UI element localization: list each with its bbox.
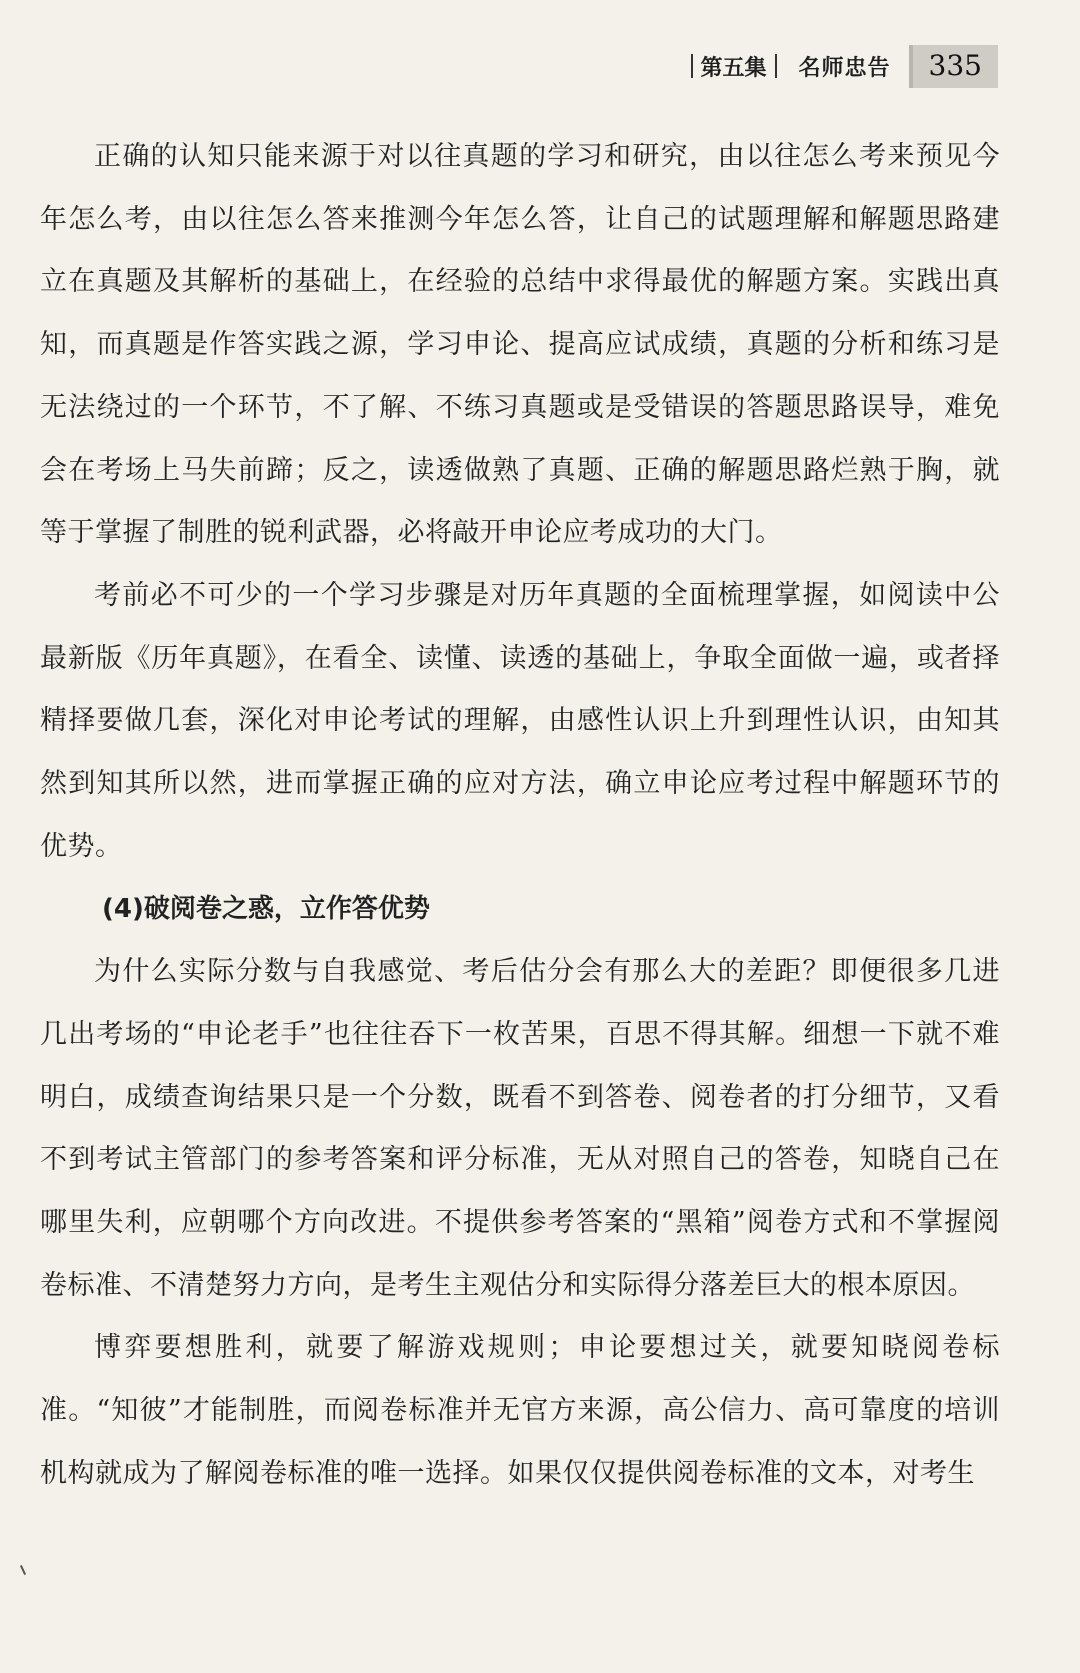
page-body — [40, 126, 1000, 1505]
section-heading: (4)破阅卷之惑，立作答优势 — [102, 894, 430, 925]
paragraph: 考前必不可少的一个学习步骤是对历年真题的全面梳理掌握，如阅读中公最新版《历年真题》，在看全、读懂、读透的基础上，争取全面做一遍，或者择精择要做几套，深化对申论考试的理解，由感性认识上升到理性认识，由知其然到知其所以然，进而掌握正确的应对方法，确立申论应考过程中解题环节的优势。 — [40, 579, 1000, 862]
running-header — [683, 44, 998, 88]
header-divider — [691, 54, 693, 78]
header-divider — [775, 54, 777, 78]
page-number: 335 — [909, 45, 998, 88]
paragraph: 博弈要想胜利，就要了解游戏规则；申论要想过关，就要知晓阅卷标准。“知彼”才能制胜，而阅卷标准并无官方来源，高公信力、高可靠度的培训机构就成为了解阅卷标准的唯一选择。如果仅仅提供阅卷标准的文本，对考生 — [40, 1332, 1000, 1489]
margin-mark — [20, 1565, 26, 1575]
chapter-title: 名师忠告 — [798, 55, 891, 81]
paragraph: 正确的认知只能来源于对以往真题的学习和研究，由以往怎么考来预见今年怎么考，由以往怎么答来推测今年怎么答，让自己的试题理解和解题思路建立在真题及其解析的基础上，在经验的总结中求得最优的解题方案。实践出真知，而真题是作答实践之源，学习申论、提高应试成绩，真题的分析和练习是无法绕过的一个环节，不了解、不练习真题或是受错误的答题思路误导，难免会在考场上马失前蹄；反之，读透做熟了真题、正确的解题思路烂熟于胸，就等于掌握了制胜的锐利武器，必将敲开申论应考成功的大门。 — [40, 141, 1000, 549]
section-label: 第五集 — [700, 55, 767, 81]
paragraph: 为什么实际分数与自我感觉、考后估分会有那么大的差距？即便很多几进几出考场的“申论老手”也往往吞下一枚苦果，百思不得其解。细想一下就不难明白，成绩查询结果只是一个分数，既看不到答卷、阅卷者的打分细节，又看不到考试主管部门的参考答案和评分标准，无从对照自己的答卷，知晓自己在哪里失利，应朝哪个方向改进。不提供参考答案的“黑箱”阅卷方式和不掌握阅卷标准、不清楚努力方向，是考生主观估分和实际得分落差巨大的根本原因。 — [40, 956, 1000, 1301]
